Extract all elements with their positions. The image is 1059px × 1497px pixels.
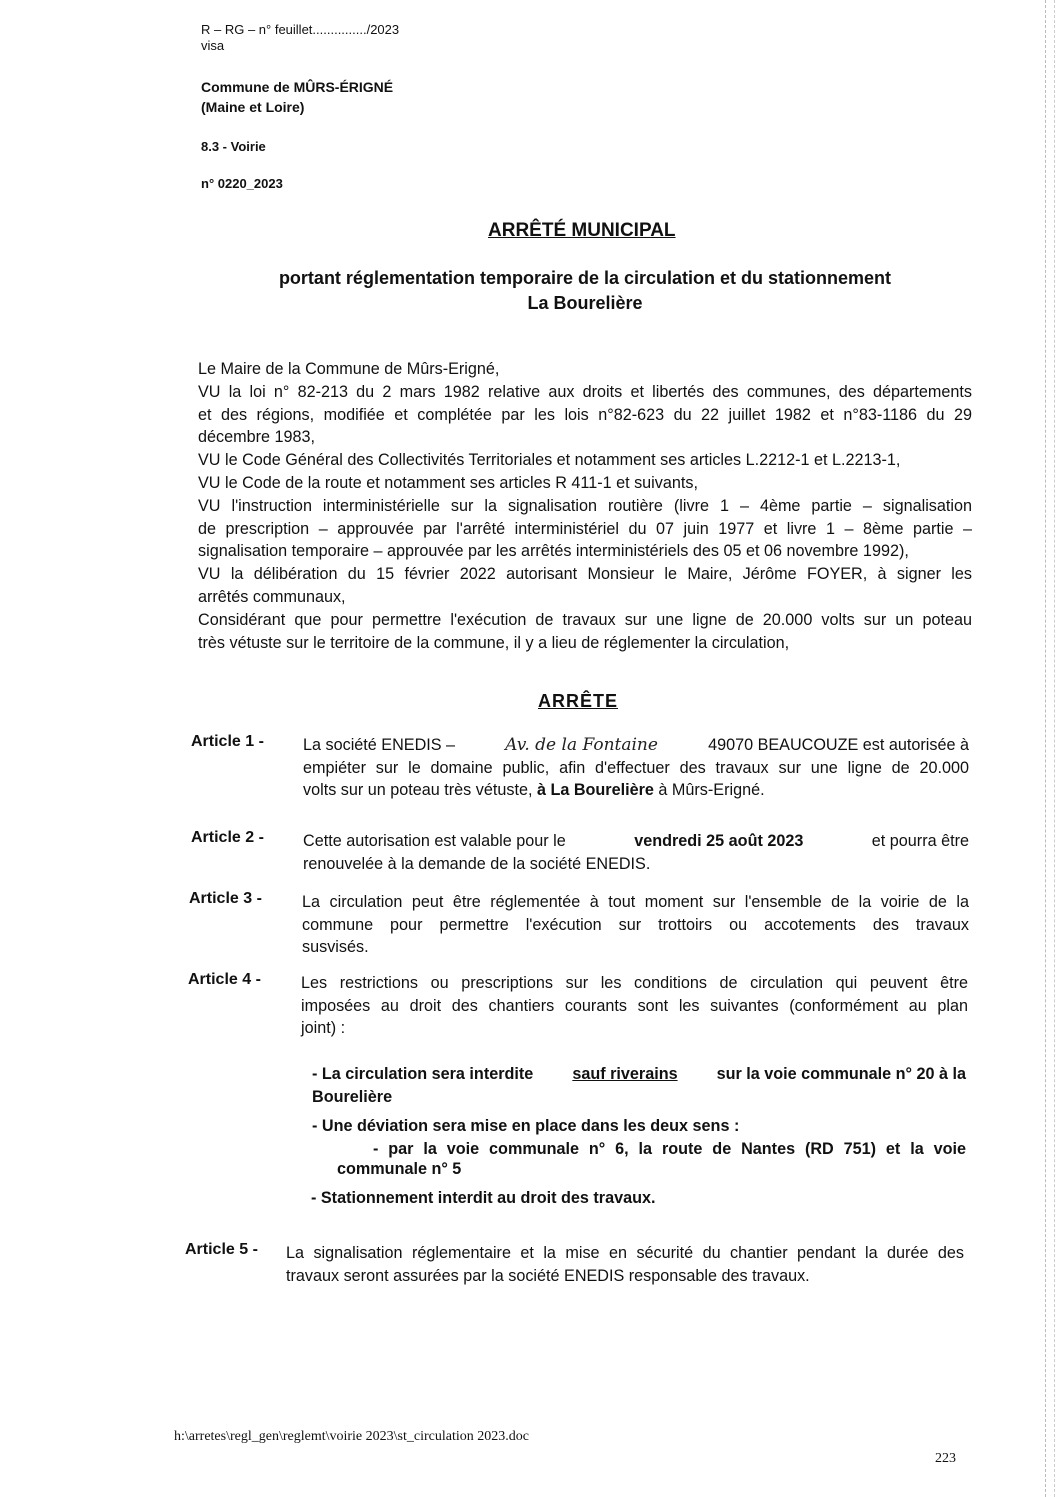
preamble-line: VU le Code de la route et notamment ses articles R 411-1 et suivants, (198, 473, 698, 492)
article-2-line-1 (303, 830, 969, 853)
deviation-item: - Une déviation sera mise en place dans les deux sens : (312, 1117, 740, 1135)
preamble-line: Considérant que pour permettre l'exécution de travaux sur une ligne de 20.000 volts sur un poteau (198, 610, 972, 629)
article-1-line-3-start: volts sur un poteau très vétuste, (303, 781, 533, 799)
parking-item: - Stationnement interdit au droit des travaux. (311, 1189, 656, 1207)
article-5-text (286, 1242, 964, 1287)
preamble-line: et des régions, modifiée et complétée par les lois n°82-623 du 22 juillet 1982 et n°83-1186 du 29 (198, 405, 972, 424)
article-1-line-2: empiéter sur le domaine public, afin d'effectuer des travaux sur une ligne de 20.000 (303, 758, 969, 777)
article-4-text (301, 972, 968, 1040)
article-1-text (303, 734, 969, 802)
restriction-item (312, 1063, 966, 1108)
article-4-line-3: joint) : (301, 1019, 346, 1037)
article-5-line-1: La signalisation réglementaire et la mise en sécurité du chantier pendant la durée des (286, 1244, 964, 1262)
preamble-line: signalisation temporaire – approuvée par les arrêtés interministériels des 05 et 06 novembre 1992), (198, 542, 909, 561)
handwritten-address: Av. de la Fontaine (505, 735, 658, 755)
page-number: 223 (935, 1451, 956, 1466)
article-2-line-1-end: et pourra être (871, 832, 969, 850)
scan-edge-line (1052, 0, 1055, 1497)
deviation-route-line-2: communale n° 5 (337, 1160, 462, 1178)
preamble-line: Le Maire de la Commune de Mûrs-Erigné, (198, 360, 500, 378)
restriction-item-line-2: Bourelière (312, 1087, 393, 1106)
reference-line: R – RG – n° feuillet.............../2023 (201, 22, 400, 37)
preamble (198, 358, 972, 654)
article-4-line-2: imposées au droit des chantiers courants sont les suivantes (conformément au plan (301, 996, 968, 1015)
article-1-line-1 (303, 734, 969, 757)
subtitle-line-1: portant réglementation temporaire de la circulation et du stationnement (278, 268, 892, 288)
article-3-label: Article 3 - (189, 890, 262, 907)
article-1-line-3-end: à Mûrs-Erigné. (658, 781, 765, 799)
preamble-line: VU la loi n° 82-213 du 2 mars 1982 relative aux droits et libertés des communes, des départements (198, 382, 972, 401)
commune-name: Commune de MÛRS-ÉRIGNÉ (201, 79, 394, 95)
department-name: (Maine et Loire) (201, 99, 305, 115)
preamble-line: de prescription – approuvée par l'arrêté interministériel du 07 juin 1977 et livre 1 – 8ème partie – (198, 519, 972, 538)
page-title: ARRÊTÉ MUNICIPAL (488, 220, 676, 241)
article-1-line-3 (303, 779, 969, 802)
arrete-heading: ARRÊTE (538, 691, 619, 711)
article-2-label: Article 2 - (191, 829, 264, 846)
scan-edge-line (1043, 0, 1046, 1497)
article-1-city: 49070 BEAUCOUZE est autorisée à (708, 736, 969, 754)
article-2-line-1-start: Cette autorisation est valable pour le (303, 832, 566, 850)
article-5-line-2: travaux seront assurées par la société ENEDIS responsable des travaux. (286, 1266, 810, 1285)
article-1-location: à La Bourelière (536, 781, 654, 799)
preamble-line: très vétuste sur le territoire de la commune, il y a lieu de réglementer la circulation, (198, 633, 790, 652)
restriction-text-start: - La circulation sera interdite (312, 1065, 534, 1083)
article-3-line-2: commune pour permettre l'exécution sur trottoirs ou accotements des travaux (302, 915, 969, 934)
article-2-text (303, 830, 969, 875)
preamble-line: VU l'instruction interministérielle sur la signalisation routière (livre 1 – 4ème partie – signalisation (198, 496, 972, 515)
article-3-line-1: La circulation peut être réglementée à tout moment sur l'ensemble de la voirie de la (302, 893, 969, 911)
decree-number: n° 0220_2023 (201, 176, 283, 191)
preamble-line: arrêtés communaux, (198, 587, 346, 606)
article-3-line-3: susvisés. (302, 938, 369, 956)
article-5-label: Article 5 - (185, 1241, 258, 1258)
category-label: 8.3 - Voirie (201, 139, 266, 154)
restriction-exception: sauf riverains (572, 1065, 678, 1083)
article-2-date: vendredi 25 août 2023 (634, 832, 804, 850)
preamble-line: VU la délibération du 15 février 2022 autorisant Monsieur le Maire, Jérôme FOYER, à signer les (198, 565, 972, 584)
visa-label: visa (201, 38, 225, 53)
restriction-text-end: sur la voie communale n° 20 à la (716, 1065, 966, 1083)
article-4-line-1: Les restrictions ou prescriptions sur les conditions de circulation qui peuvent être (301, 974, 968, 992)
deviation-route-line-1: - par la voie communale n° 6, la route de Nantes (RD 751) et la voie (373, 1140, 966, 1158)
article-1-label: Article 1 - (191, 733, 264, 750)
subtitle-line-2: La Bourelière (527, 293, 643, 313)
article-4-label: Article 4 - (188, 971, 261, 988)
file-path: h:\arretes\regl_gen\reglemt\voirie 2023\st_circulation 2023.doc (174, 1429, 529, 1444)
article-3-text (302, 891, 969, 959)
article-1-company: La société ENEDIS – (303, 736, 456, 754)
preamble-line: décembre 1983, (198, 428, 315, 447)
preamble-line: VU le Code Général des Collectivités Territoriales et notamment ses articles L.2212-1 et L.2213-1, (198, 451, 901, 470)
restriction-item-line-1 (312, 1063, 966, 1086)
article-2-line-2: renouvelée à la demande de la société ENEDIS. (303, 854, 651, 873)
